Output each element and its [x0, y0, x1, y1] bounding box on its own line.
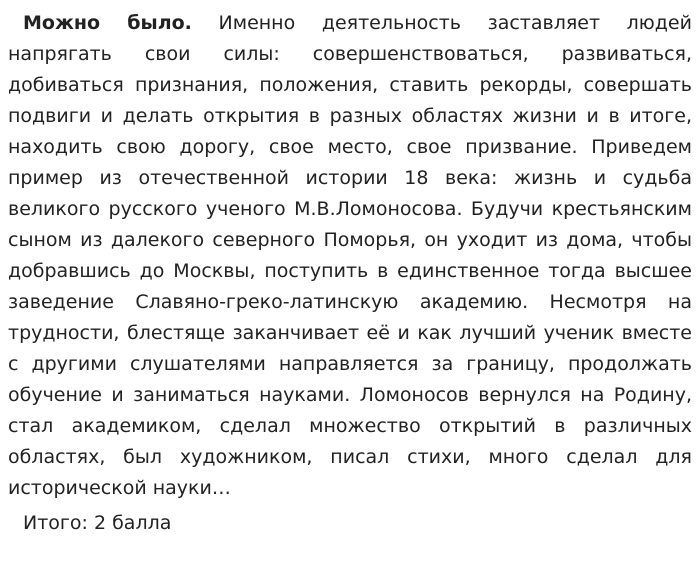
document-body	[8, 8, 692, 539]
paragraph-text: Именно деятельность заставляет людей напрягать свои силы: совершенствоваться, развиваться, добиваться признания, положения, ставить рекорды, совершать подвиги и делать открытия в разных областях жизни и в итоге, находить свою дорогу, свое место, свое призвание. Приведем пример из отечественной истории 18 века: жизнь и судьба великого русского ученого М.В.Ломоносова. Будучи крестьянским сыном из далекого северного Поморья, он уходит из дома, чтобы добравшись до Москвы, поступить в единственное тогда высшее заведение Славяно-греко-латинскую академию. Несмотря на трудности, блестяще заканчивает её и как лучший ученик вместе с другими слушателями направляется за границу, продолжать обучение и заниматься науками. Ломоносов вернулся на Родину, стал академиком, сделал множество открытий в различных областях, был художником, писал стихи, много сделал для исторической науки…	[8, 12, 692, 499]
essay-paragraph	[8, 8, 692, 504]
paragraph-lead: Можно было.	[23, 12, 192, 34]
score-total: Итого: 2 балла	[23, 512, 172, 534]
